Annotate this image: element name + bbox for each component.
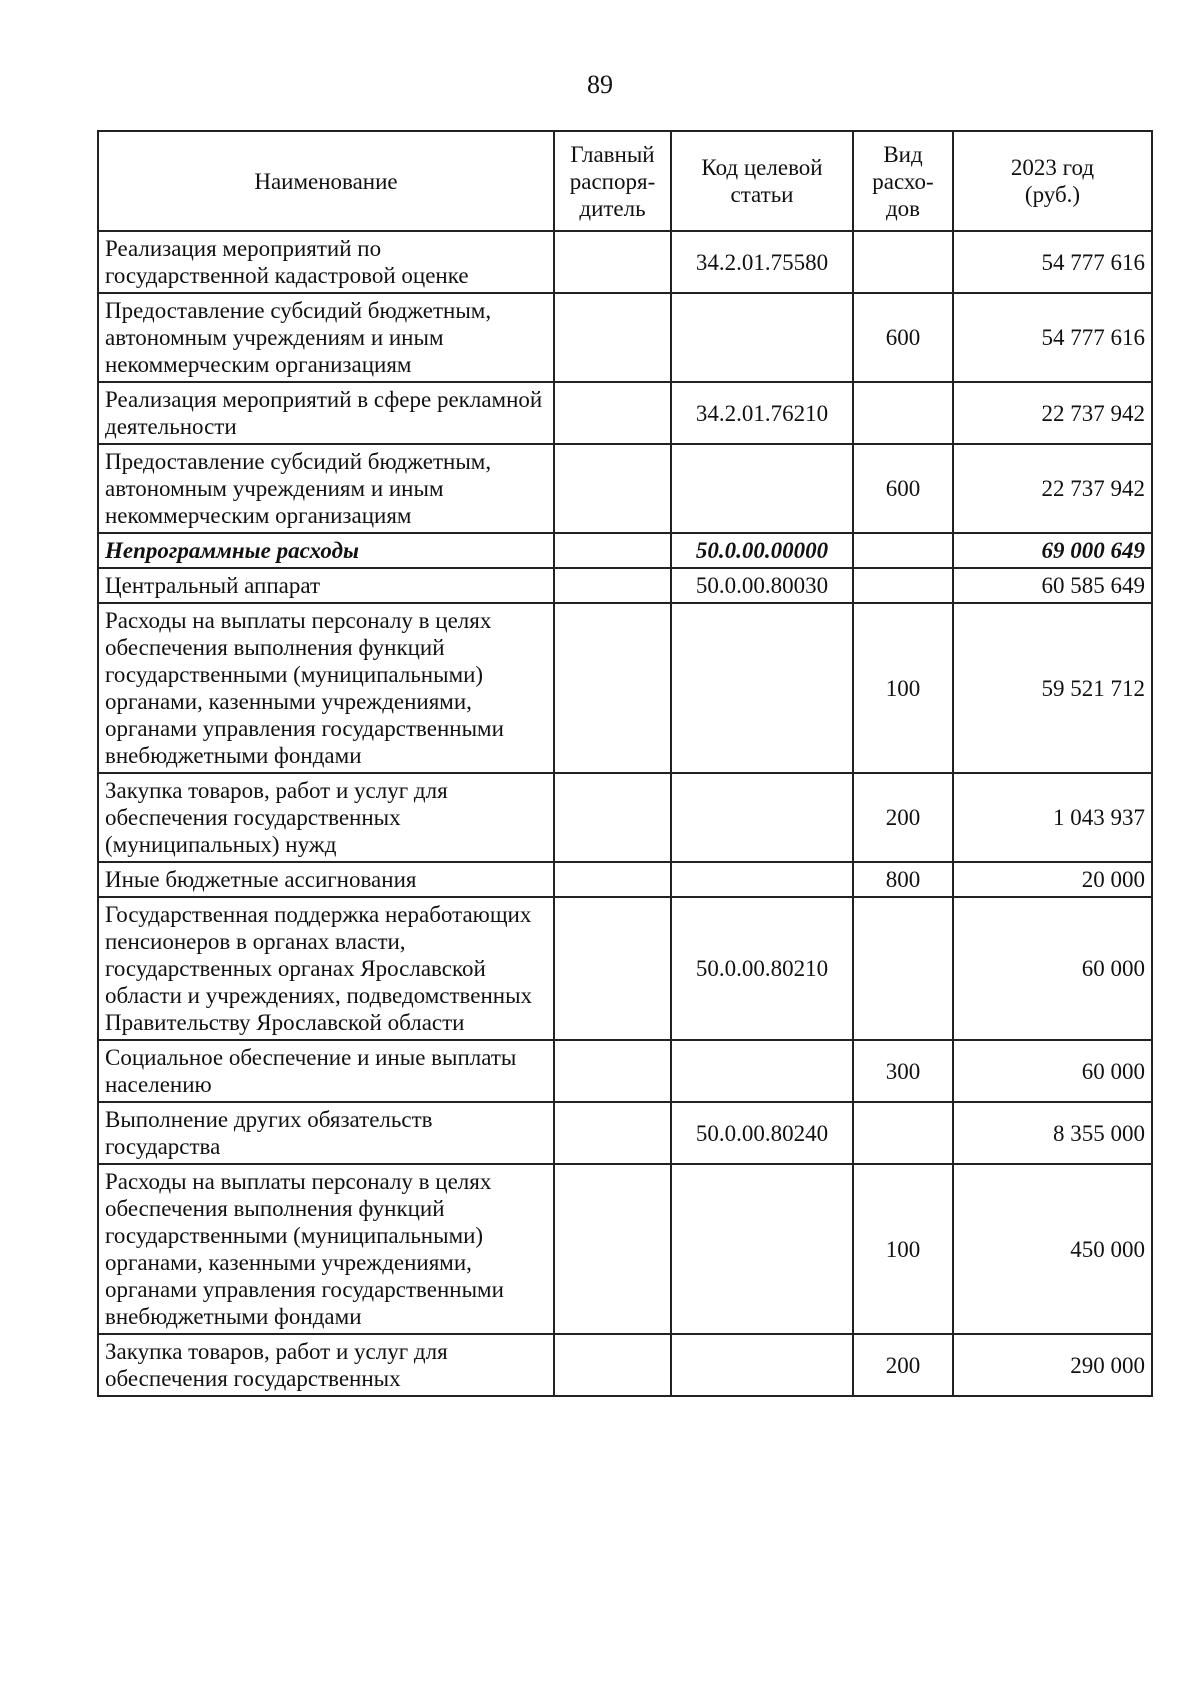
cell-main-manager: [554, 231, 671, 293]
cell-expense-type: [853, 568, 953, 603]
cell-expense-type: [853, 1102, 953, 1164]
cell-sum: 60 000: [953, 1040, 1152, 1102]
cell-sum: 69 000 649: [953, 533, 1152, 568]
cell-target-code: [671, 444, 853, 533]
cell-sum: 60 585 649: [953, 568, 1152, 603]
cell-target-code: [671, 1334, 853, 1396]
cell-main-manager: [554, 533, 671, 568]
cell-sum: 1 043 937: [953, 773, 1152, 862]
cell-name: Закупка товаров, работ и услуг для обеспечения государственных (муниципальных) нужд: [98, 773, 554, 862]
cell-sum: 59 521 712: [953, 603, 1152, 773]
cell-name: Реализация мероприятий в сфере рекламной деятельности: [98, 382, 554, 444]
cell-main-manager: [554, 603, 671, 773]
table-row: [98, 1334, 1152, 1396]
cell-target-code: [671, 1040, 853, 1102]
cell-target-code: 50.0.00.00000: [671, 533, 853, 568]
cell-sum: 22 737 942: [953, 382, 1152, 444]
cell-name: Центральный аппарат: [98, 568, 554, 603]
cell-sum: 20 000: [953, 862, 1152, 897]
cell-target-code: 34.2.01.75580: [671, 231, 853, 293]
cell-main-manager: [554, 897, 671, 1040]
table-row: [98, 773, 1152, 862]
cell-target-code: 34.2.01.76210: [671, 382, 853, 444]
cell-sum: 22 737 942: [953, 444, 1152, 533]
table-row: [98, 444, 1152, 533]
table-header-row: [98, 131, 1152, 231]
cell-expense-type: [853, 897, 953, 1040]
cell-expense-type: 600: [853, 444, 953, 533]
cell-target-code: 50.0.00.80240: [671, 1102, 853, 1164]
cell-name: Закупка товаров, работ и услуг для обеспечения государственных: [98, 1334, 554, 1396]
header-expense-type: Вид расхо- дов: [853, 131, 953, 231]
header-target-code: Код целевой статьи: [671, 131, 853, 231]
cell-expense-type: 600: [853, 293, 953, 382]
table-row: [98, 603, 1152, 773]
table-row: [98, 231, 1152, 293]
cell-name: Выполнение других обязательств государства: [98, 1102, 554, 1164]
table-row: [98, 1102, 1152, 1164]
cell-main-manager: [554, 382, 671, 444]
cell-main-manager: [554, 1164, 671, 1334]
cell-expense-type: [853, 231, 953, 293]
table-row: [98, 897, 1152, 1040]
table-row: [98, 533, 1152, 568]
cell-name: Предоставление субсидий бюджетным, автономным учреждениям и иным некоммерческим организациям: [98, 444, 554, 533]
cell-sum: 60 000: [953, 897, 1152, 1040]
cell-main-manager: [554, 568, 671, 603]
cell-name: Иные бюджетные ассигнования: [98, 862, 554, 897]
cell-expense-type: 200: [853, 773, 953, 862]
cell-sum: 54 777 616: [953, 231, 1152, 293]
table-row: [98, 862, 1152, 897]
cell-expense-type: 300: [853, 1040, 953, 1102]
table-row: [98, 1164, 1152, 1334]
cell-target-code: 50.0.00.80210: [671, 897, 853, 1040]
cell-sum: 54 777 616: [953, 293, 1152, 382]
cell-expense-type: [853, 382, 953, 444]
cell-name: Непрограммные расходы: [98, 533, 554, 568]
cell-sum: 8 355 000: [953, 1102, 1152, 1164]
cell-main-manager: [554, 1334, 671, 1396]
page-number: 89: [587, 70, 613, 99]
cell-target-code: [671, 603, 853, 773]
cell-expense-type: 100: [853, 1164, 953, 1334]
cell-main-manager: [554, 862, 671, 897]
table-row: [98, 293, 1152, 382]
cell-sum: 290 000: [953, 1334, 1152, 1396]
cell-expense-type: [853, 533, 953, 568]
cell-main-manager: [554, 1102, 671, 1164]
cell-main-manager: [554, 773, 671, 862]
table-row: [98, 382, 1152, 444]
cell-name: Реализация мероприятий по государственной кадастровой оценке: [98, 231, 554, 293]
cell-target-code: [671, 862, 853, 897]
cell-target-code: [671, 293, 853, 382]
header-name: Наименование: [98, 131, 554, 231]
cell-main-manager: [554, 293, 671, 382]
cell-expense-type: 100: [853, 603, 953, 773]
cell-target-code: [671, 773, 853, 862]
cell-expense-type: 200: [853, 1334, 953, 1396]
cell-name: Государственная поддержка неработающих пенсионеров в органах власти, государственных органах Ярославской области и учреждениях, подведомственных Правительству Ярославской области: [98, 897, 554, 1040]
cell-name: Расходы на выплаты персоналу в целях обеспечения выполнения функций государственными (муниципальными) органами, казенными учреждениями, органами управления государственными внебюджетными фондами: [98, 1164, 554, 1334]
cell-expense-type: 800: [853, 862, 953, 897]
cell-sum: 450 000: [953, 1164, 1152, 1334]
cell-main-manager: [554, 1040, 671, 1102]
cell-name: Предоставление субсидий бюджетным, автономным учреждениям и иным некоммерческим организациям: [98, 293, 554, 382]
header-sum-2023: 2023 год (руб.): [953, 131, 1152, 231]
table-row: [98, 568, 1152, 603]
cell-main-manager: [554, 444, 671, 533]
cell-name: Расходы на выплаты персоналу в целях обеспечения выполнения функций государственными (муниципальными) органами, казенными учреждениями, органами управления государственными внебюджетными фондами: [98, 603, 554, 773]
budget-table: [97, 130, 1153, 1397]
cell-target-code: [671, 1164, 853, 1334]
header-main-manager: Главный распоря- дитель: [554, 131, 671, 231]
table-row: [98, 1040, 1152, 1102]
cell-target-code: 50.0.00.80030: [671, 568, 853, 603]
cell-name: Социальное обеспечение и иные выплаты населению: [98, 1040, 554, 1102]
